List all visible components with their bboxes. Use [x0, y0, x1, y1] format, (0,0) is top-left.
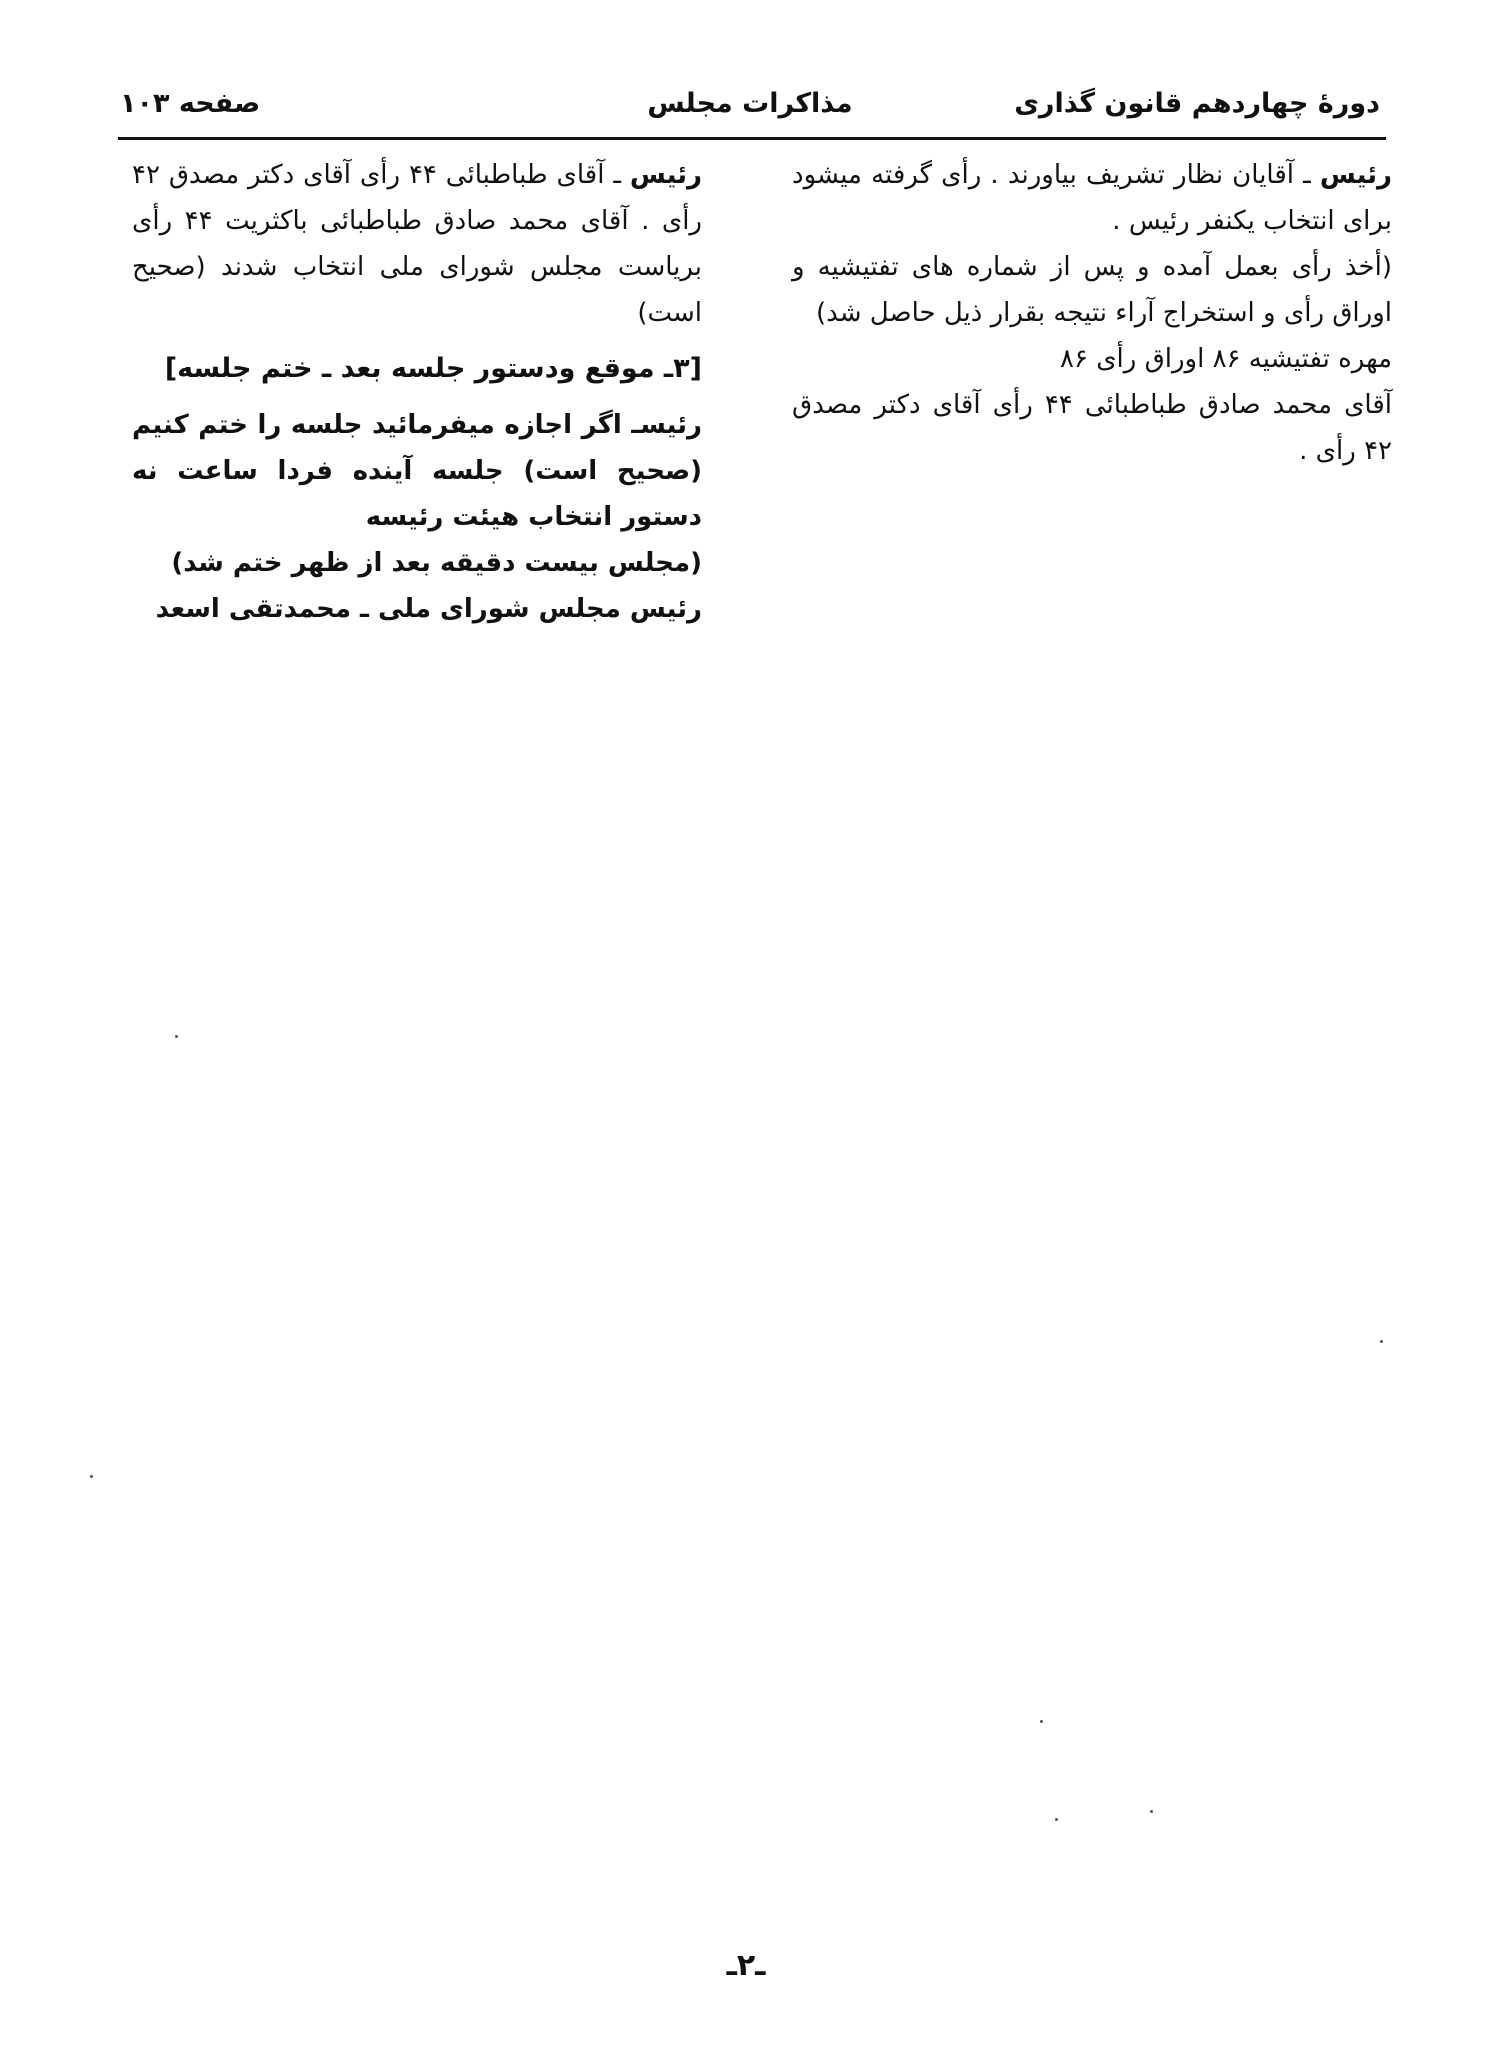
procedure-note: (أخذ رأی بعمل آمده و پس از شماره های تفتیشیه و اوراق رأی و استخراج آراء نتیجه بقرار ذیل حاصل شد) — [783, 252, 1392, 328]
section-heading: [۳ـ موقع ودستور جلسه بعد ـ ختم جلسه] — [164, 353, 702, 384]
page-number: ـ۲ـ — [726, 1948, 766, 1983]
header-center-title: مذاکرات مجلس — [647, 88, 853, 119]
paragraph-text: ـ آقایان نظار تشریف بیاورند . رأی گرفته میشود برای انتخاب یکنفر رئیس . — [783, 160, 1392, 236]
scan-speck — [175, 1035, 178, 1038]
paragraph-text: ـ آقای طباطبائی ۴۴ رأی آقای دکتر مصدق ۴۲ رأی . آقای محمد صادق طباطبائی باکثریت ۴۴ رأی بریاست مجلس شورای ملی انتخاب شدند (صحیح است) — [123, 160, 702, 328]
paragraph — [122, 402, 702, 540]
vote-result: آقای محمد صادق طباطبائی ۴۴ رأی آقای دکتر مصدق ۴۲ رأی . — [783, 390, 1392, 466]
scan-speck — [90, 1475, 93, 1478]
scan-speck — [1380, 1340, 1383, 1343]
speaker-label: رئیس — [1319, 160, 1392, 190]
speaker-label: رئیس — [640, 410, 702, 440]
header-rule — [118, 137, 1386, 140]
paragraph — [123, 152, 702, 336]
speaker-label: رئیس — [629, 160, 702, 190]
scan-speck — [1055, 1818, 1058, 1821]
signature: رئیس مجلس شورای ملی ـ محمدتقی اسعد — [155, 594, 702, 624]
paragraph — [783, 152, 1392, 244]
scan-speck — [1150, 1810, 1153, 1813]
paragraph-text: ـ اگر اجازه میفرمائید جلسه را ختم کنیم (صحیح است) جلسه آینده فردا ساعت نه دستور انتخاب هیئت رئیسه — [122, 410, 702, 532]
session-close-note: (مجلس بیست دقیقه بعد از ظهر ختم شد) — [171, 548, 702, 578]
right-column — [783, 152, 1392, 474]
vote-count: مهره تفتیشیه ۸۶ اوراق رأی ۸۶ — [1060, 344, 1392, 374]
session-title: دورهٔ چهاردهم قانون گذاری — [1014, 88, 1380, 119]
left-column — [122, 152, 702, 632]
page-header — [120, 88, 1380, 136]
scan-speck — [1040, 1720, 1043, 1723]
page-label: صفحه ۱۰۳ — [120, 88, 261, 119]
